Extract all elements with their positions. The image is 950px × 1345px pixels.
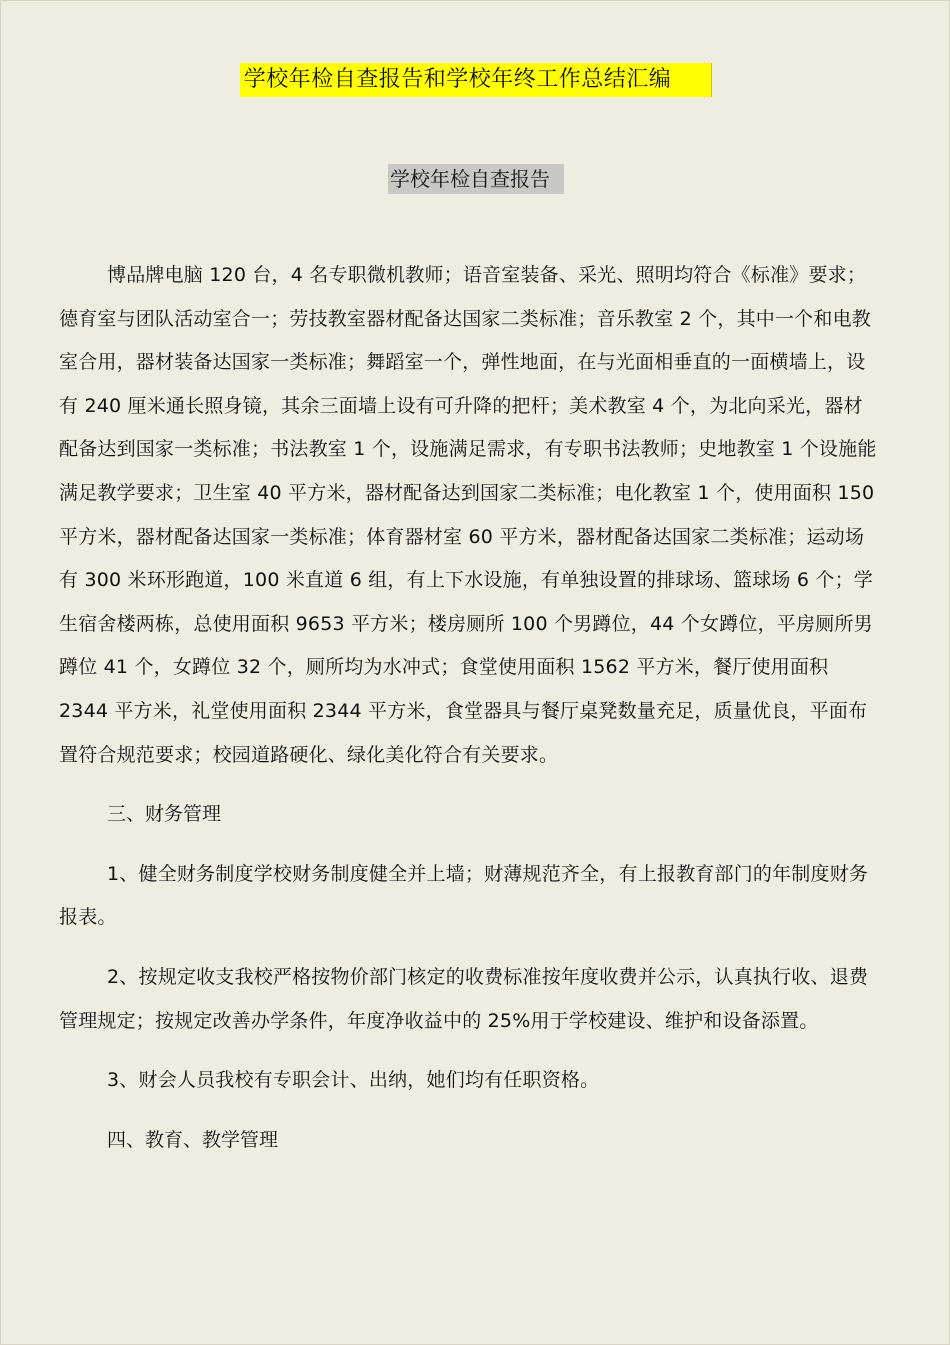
main-title-container (1, 63, 950, 97)
sub-title-container (1, 164, 950, 194)
section-heading-finance: 三、财务管理 (107, 803, 222, 826)
sub-title: 学校年检自查报告 (388, 164, 564, 194)
paragraph-facilities: 博品牌电脑 120 台，4 名专职微机教师；语音室装备、采光、照明均符合《标准》要求；德育室与团队活动室合一；劳技教室器材配备达国家二类标准；音乐教室 2 个，其中一个和电教室合用，器材装备达国家一类标准；舞蹈室一个，弹性地面，在与光面相垂直的一面横墙上，设有 240 厘米通长照身镜，其余三面墙上设有可升降的把杆；美术教室 4 个，为北向采光，器材配备达到国家一类标准；书法教室 1 个，设施满足需求，有专职书法教师；史地教室 1 个设施能满足教学要求；卫生室 40 平方米，器材配备达到国家二类标准；电化教室 1 个，使用面积 150 平方米，器材配备达国家一类标准；体育器材室 60 平方米，器材配备达国家二类标准；运动场有 300 米环形跑道，100 米直道 6 组，有上下水设施，有单独设置的排球场、篮球场 6 个；学生宿舍楼两栋，总使用面积 9653 平方米；楼房厕所 100 个男蹲位，44 个女蹲位，平房厕所男蹲位 41 个，女蹲位 32 个，厕所均为水冲式；食堂使用面积 1562 平方米，餐厅使用面积 2344 平方米，礼堂使用面积 2344 平方米，食堂器具与餐厅桌凳数量充足，质量优良，平面布置符合规范要求；校园道路硬化、绿化美化符合有关要求。 (59, 264, 877, 766)
paragraph-finance-3: 3、财会人员我校有专职会计、出纳，她们均有任职资格。 (107, 1069, 600, 1092)
paragraph-finance-2: 2、按规定收支我校严格按物价部门核定的收费标准按年度收费并公示，认真执行收、退费管理规定；按规定改善办学条件，年度净收益中的 25%用于学校建设、维护和设备添置。 (59, 965, 869, 1032)
main-title: 学校年检自查报告和学校年终工作总结汇编 (240, 63, 713, 97)
paragraph-finance-1: 1、健全财务制度学校财务制度健全并上墙；财薄规范齐全，有上报教育部门的年制度财务报表。 (59, 862, 869, 929)
section-heading-teaching: 四、教育、教学管理 (107, 1128, 279, 1151)
document-body (59, 254, 881, 1162)
